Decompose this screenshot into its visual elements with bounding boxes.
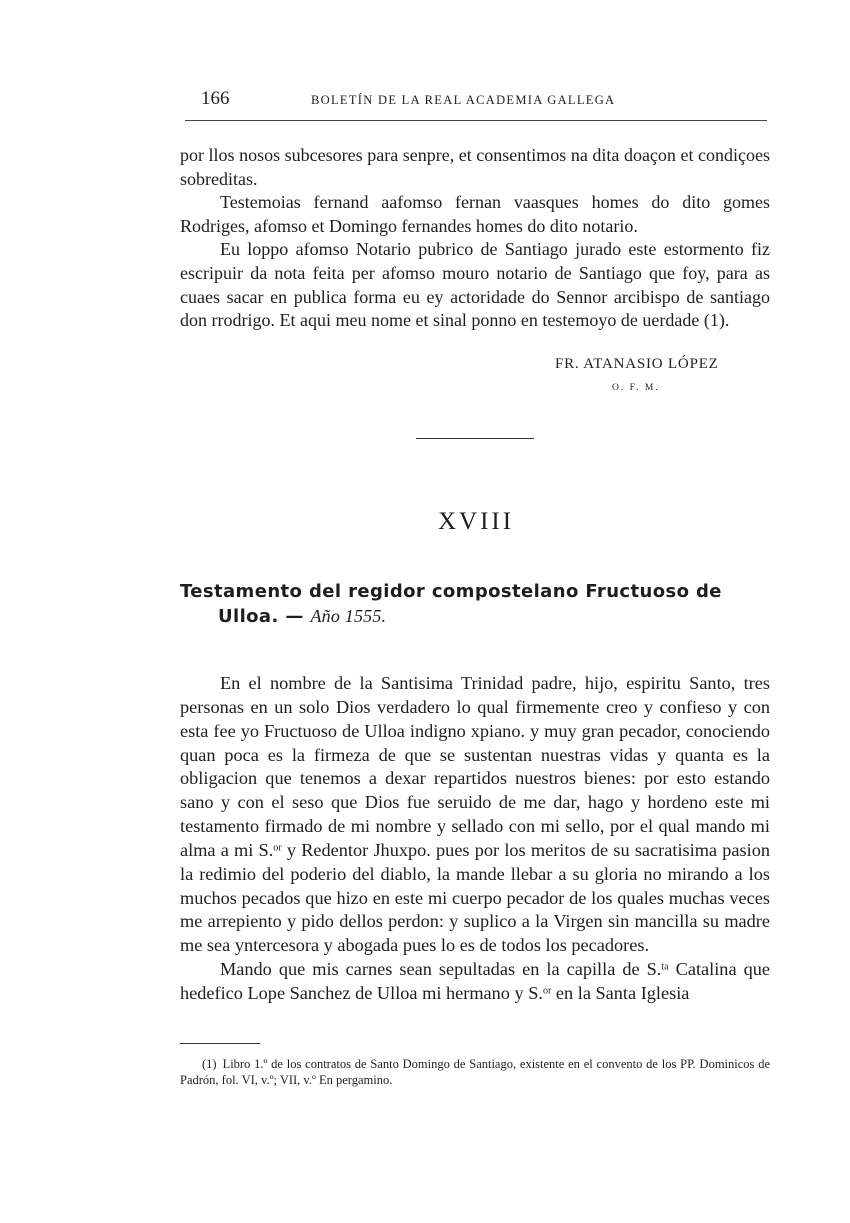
footnote-text: Libro 1.º de los contratos de Santo Domingo de Santiago, existente en el convento de los PP. Dominicos de Padrón, fol. VI, v.º; VII, v.º En pergamino. (180, 1057, 770, 1087)
paragraph: Eu loppo afomso Notario pubrico de Santiago jurado este estormento fiz escripuir da nota feita per afomso mouro notario de Santiago que foy, para as cuaes sacar en publica forma eu ey actoridade do Sennor arcibispo de santiago don rrodrigo. Et aqui meu nome et sinal ponno en testemoyo de uerdade (1). (180, 239, 770, 331)
signature-name: FR. ATANASIO LÓPEZ (555, 356, 719, 372)
section-title (180, 580, 772, 629)
section-separator (416, 438, 534, 439)
paragraph (180, 672, 770, 958)
superscript: or (542, 985, 552, 997)
page-number: 166 (201, 88, 230, 109)
page-header (185, 88, 765, 114)
section-title-name: Ulloa. — (218, 606, 304, 627)
section-number: XVIII (438, 508, 515, 535)
superscript: or (273, 842, 282, 854)
paragraph (180, 958, 770, 1006)
section-title-line-1: Testamento del regidor compostelano Fructuoso de (180, 581, 722, 602)
paragraph-text: En el nombre de la Santisima Trinidad padre, hijo, espiritu Santo, tres personas en un solo Dios verdadero lo qual firmemente creo y confieso y con esta fee yo Fructuoso de Ulloa indigno xpiano. y muy gran pecador, conociendo quan poca es la firmeza de que se sustentan nuestras vidas y quanta es la obligacion que tenemos a dexar repartidos nuestros bienes: por esto estando sano y con el seso que Dios fue seruido de me dar, hago y hordeno este mi testamento firmado de mi nombre y sellado con mi sello, por el qual mando mi alma a mi S. (180, 673, 770, 860)
section-title-line-2 (180, 604, 772, 629)
paragraph: Testemoias fernand aafomso fernan vaasques homes do dito gomes Rodriges, afomso et Domingo fernandes homes do dito notario. (180, 192, 770, 236)
section-year: Año 1555. (310, 606, 387, 626)
header-rule (185, 120, 767, 121)
document-text-block-1 (180, 144, 770, 333)
paragraph-text: Catalina que hedefico Lope Sanchez de Ulloa mi hermano y S. (180, 959, 770, 1003)
signature-order: O. F. M. (612, 383, 660, 393)
footnote-mark: (1) (202, 1057, 217, 1071)
paragraph-text: y Redentor Jhuxpo. pues por los meritos de su sacratisima pasion la redimio del poderio del diablo, la mande llebar a su gloria no mirando a los muchos pecados que hizo en este mi cuerpo pecador de los quales muchas veces me arrepiento y pido dellos perdon: y suplico a la Virgen sin mancilla su madre me sea yntercesora y abogada pues lo es de todos los pecadores. (180, 839, 770, 956)
superscript: ta (661, 961, 669, 973)
paragraph: por llos nosos subcesores para senpre, et consentimos na dita doaçon et condiçoes sobreditas. (180, 145, 770, 189)
running-head: BOLETÍN DE LA REAL ACADEMIA GALLEGA (311, 93, 616, 107)
footnote-rule (180, 1043, 260, 1044)
paragraph-text: Mando que mis carnes sean sepultadas en la capilla de S. (220, 959, 662, 980)
paragraph-text: en la Santa Iglesia (551, 982, 690, 1003)
footnote (180, 1056, 770, 1088)
document-text-block-2 (180, 672, 770, 1006)
